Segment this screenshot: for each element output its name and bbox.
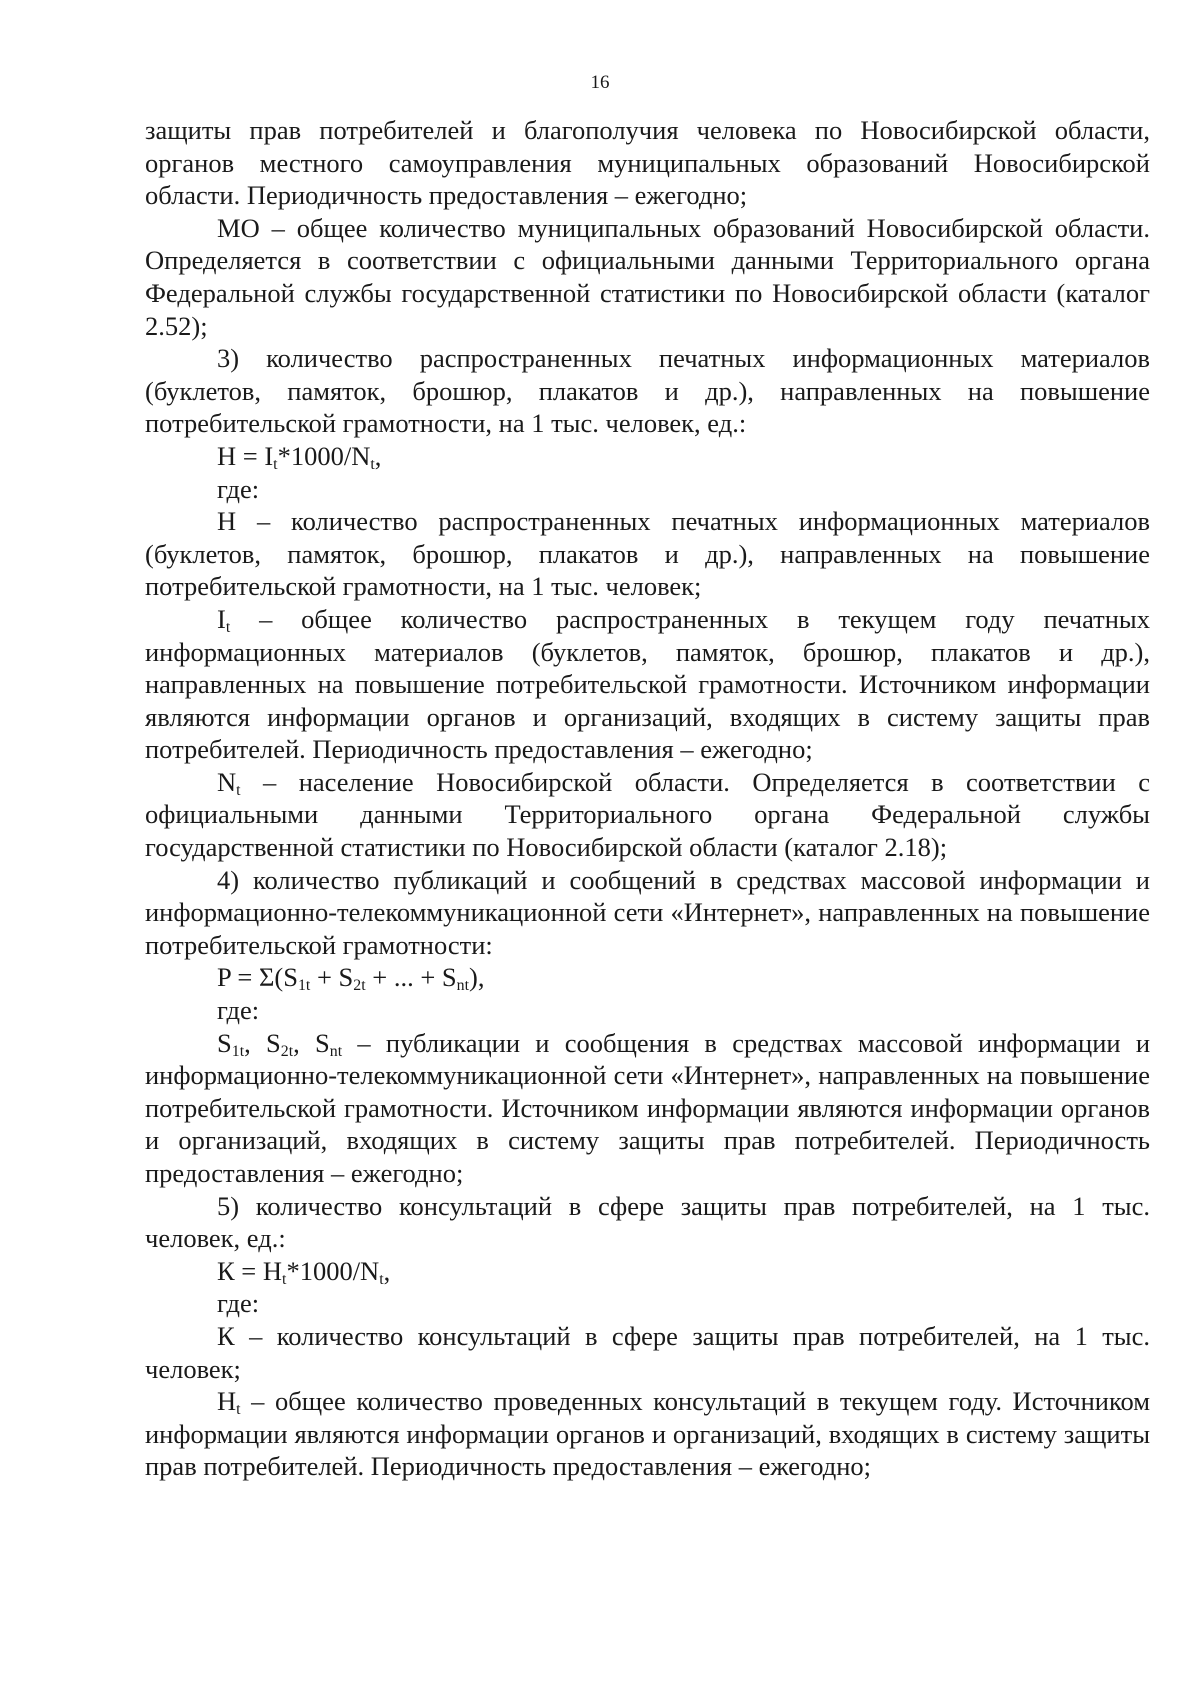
formula-text: Н = I [217, 440, 274, 471]
subscript: t [379, 1270, 384, 1288]
separator: , [244, 1027, 267, 1058]
symbol: S [266, 1027, 281, 1058]
symbol: H [217, 1386, 237, 1417]
paragraph: где: [217, 995, 260, 1026]
definition-s [145, 1027, 1150, 1190]
subscript: t [236, 781, 241, 799]
definition-text: – общее количество распространенных в текущем году печатных информационных материалов (буклетов, памяток, брошюр, плакатов и др.), направленных на повышение потребительской грамотности. Источником информации являются информации органов и организаций, входящих в систему защиты прав потребителей. Периодичность предоставления – ежегодно; [145, 603, 1150, 765]
formula-text: + ... + S [365, 962, 457, 993]
paragraph: где: [217, 473, 260, 504]
formula-k [145, 1255, 1150, 1288]
formula-text: , [383, 1255, 391, 1286]
subscript: t [236, 1401, 241, 1419]
subscript: 2t [280, 1042, 294, 1060]
paragraph: защиты прав потребителей и благополучия человека по Новосибирской области, органов местного самоуправления муниципальных образований Новосибирской области. Периодичность предоставления – ежегодно; [145, 115, 1150, 211]
formula-text: + S [310, 962, 354, 993]
paragraph: К – количество консультаций в сфере защиты прав потребителей, на 1 тыс. человек; [145, 1320, 1150, 1384]
paragraph: 5) количество консультаций в сфере защиты прав потребителей, на 1 тыс. человек, ед.: [145, 1190, 1150, 1254]
separator: , [293, 1027, 316, 1058]
page-body [145, 114, 1150, 1483]
formula-text: , [374, 440, 382, 471]
formula-text: *1000/N [277, 440, 371, 471]
paragraph: 4) количество публикаций и сообщений в средствах массовой информации и информационно-телекоммуникационной сети «Интернет», направленных на повышение потребительской грамотности: [145, 864, 1150, 960]
definition-it [145, 603, 1150, 766]
subscript: nt [456, 977, 470, 995]
subscript: t [370, 455, 375, 473]
subscript: t [273, 455, 278, 473]
subscript: t [225, 618, 231, 636]
subscript: t [282, 1270, 287, 1288]
paragraph: Н – количество распространенных печатных информационных материалов (буклетов, памяток, брошюр, плакатов и др.), направленных на повышение потребительской грамотности, на 1 тыс. человек; [145, 506, 1150, 602]
paragraph: МО – общее количество муниципальных образований Новосибирской области. Определяется в соответствии с официальными данными Территориального органа Федеральной службы государственной статистики по Новосибирской области (каталог 2.52); [145, 212, 1150, 341]
subscript: 2t [353, 977, 366, 995]
formula-text: P = Σ(S [217, 962, 298, 993]
subscript: nt [329, 1042, 343, 1060]
formula-h [145, 440, 1150, 473]
definition-text: – публикации и сообщения в средствах массовой информации и информационно-телекоммуникационной сети «Интернет», направленных на повышение потребительской грамотности. Источником информации являются информации органов и организаций, входящих в систему защиты прав потребителей. Периодичность предоставления – ежегодно; [145, 1027, 1151, 1188]
symbol: I [217, 603, 226, 634]
definition-nt [145, 766, 1150, 864]
subscript: 1t [231, 1042, 245, 1060]
definition-text: – население Новосибирской области. Определяется в соответствии с официальными данными Территориального органа Федеральной службы государственной статистики по Новосибирской области (каталог 2.18); [145, 766, 1150, 863]
formula-text: ), [469, 962, 485, 993]
paragraph: где: [217, 1288, 260, 1319]
subscript: 1t [297, 977, 311, 995]
definition-ht [145, 1385, 1150, 1483]
symbol: N [217, 766, 237, 797]
formula-text: *1000/N [286, 1255, 380, 1286]
paragraph: 3) количество распространенных печатных информационных материалов (буклетов, памяток, брошюр, плакатов и др.), направленных на повышение потребительской грамотности, на 1 тыс. человек, ед.: [145, 343, 1150, 439]
page-number: 16 [590, 72, 610, 93]
symbol: S [217, 1027, 232, 1058]
definition-text: – общее количество проведенных консультаций в текущем году. Источником информации являются информации органов и организаций, входящих в систему защиты прав потребителей. Периодичность предоставления – ежегодно; [145, 1386, 1150, 1482]
formula-p [145, 961, 1150, 994]
formula-text: К = H [217, 1255, 283, 1286]
symbol: S [315, 1027, 330, 1058]
